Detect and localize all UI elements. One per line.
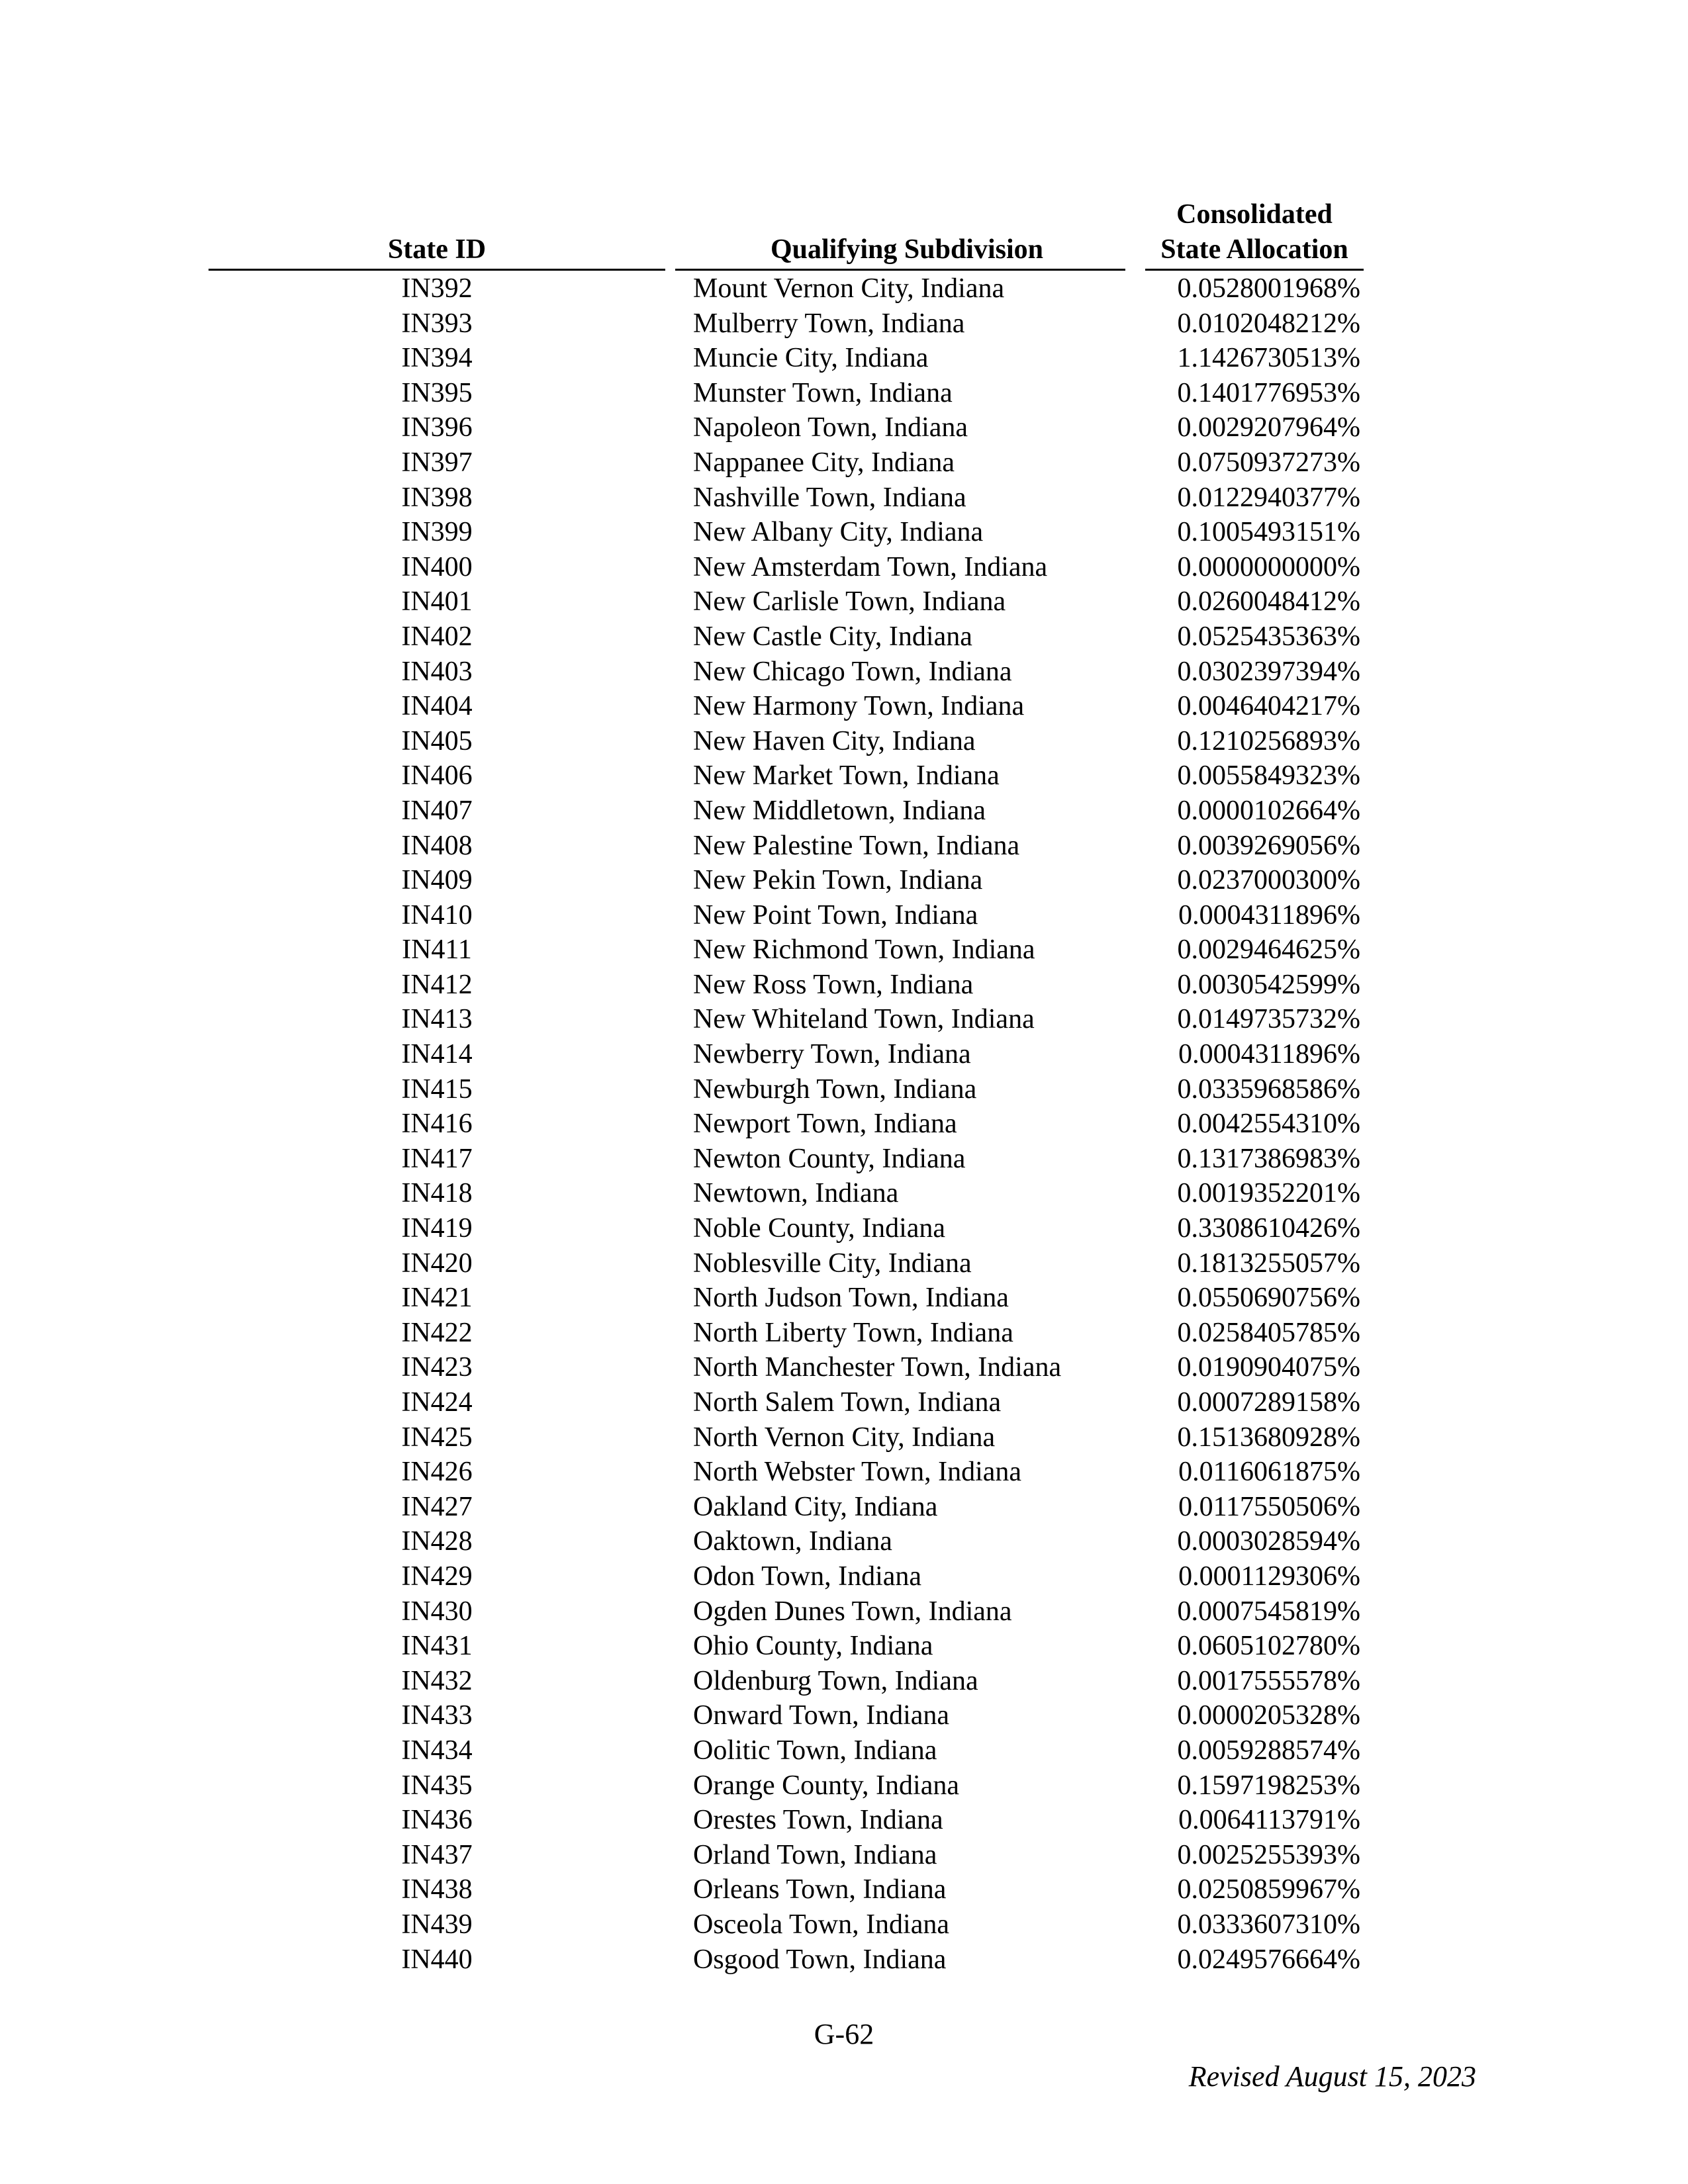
allocation-cell: 0.0001129306% <box>1178 1561 1360 1592</box>
allocation-cell: 0.0042554310% <box>1177 1109 1360 1140</box>
allocation-cell: 0.0003028594% <box>1177 1526 1360 1557</box>
allocation-cell: 0.0102048212% <box>1177 308 1360 339</box>
allocation-cell: 0.1813255057% <box>1177 1248 1360 1279</box>
state-id-cell: IN434 <box>401 1735 473 1766</box>
table-row <box>0 1490 1688 1525</box>
allocation-cell: 0.0302397394% <box>1177 656 1360 687</box>
allocation-cell: 0.0059288574% <box>1177 1735 1360 1766</box>
subdivision-cell: North Liberty Town, Indiana <box>693 1317 1013 1348</box>
subdivision-cell: New Point Town, Indiana <box>693 899 978 931</box>
allocation-cell: 0.0007289158% <box>1177 1387 1360 1418</box>
subdivision-cell: Newtown, Indiana <box>693 1178 899 1209</box>
allocation-cell: 0.0007545819% <box>1177 1596 1360 1627</box>
table-row <box>0 445 1688 480</box>
allocation-cell: 0.0017555578% <box>1177 1665 1360 1696</box>
table-row <box>0 1838 1688 1873</box>
allocation-cell: 0.0000205328% <box>1177 1700 1360 1731</box>
allocation-cell: 0.0019352201% <box>1177 1178 1360 1209</box>
table-row <box>0 480 1688 516</box>
table-row <box>0 933 1688 968</box>
state-id-cell: IN417 <box>401 1143 473 1174</box>
table-row <box>0 306 1688 341</box>
allocation-cell: 0.0750937273% <box>1177 447 1360 478</box>
state-id-cell: IN403 <box>401 656 473 687</box>
subdivision-cell: Ohio County, Indiana <box>693 1631 933 1662</box>
table-row <box>0 1698 1688 1733</box>
table-row <box>0 1629 1688 1664</box>
state-id-cell: IN435 <box>401 1770 473 1801</box>
subdivision-cell: New Market Town, Indiana <box>693 760 1000 792</box>
subdivision-cell: New Middletown, Indiana <box>693 795 986 826</box>
allocation-cell: 0.0149735732% <box>1177 1004 1360 1035</box>
state-id-cell: IN419 <box>401 1213 473 1244</box>
state-id-cell: IN413 <box>401 1004 473 1035</box>
state-id-cell: IN428 <box>401 1526 473 1557</box>
allocation-cell: 0.0000102664% <box>1177 795 1360 826</box>
state-id-cell: IN411 <box>402 934 472 966</box>
table-row <box>0 1872 1688 1907</box>
table-row <box>0 1246 1688 1281</box>
allocation-cell: 0.0039269056% <box>1177 830 1360 861</box>
subdivision-cell: Newberry Town, Indiana <box>693 1039 971 1070</box>
table-row <box>0 968 1688 1003</box>
state-id-cell: IN432 <box>401 1665 473 1696</box>
subdivision-cell: New Ross Town, Indiana <box>693 969 974 1000</box>
state-id-cell: IN394 <box>401 343 473 374</box>
allocation-cell: 0.1005493151% <box>1177 517 1360 548</box>
page-number: G-62 <box>814 2018 874 2050</box>
table-row <box>0 1942 1688 1978</box>
allocation-cell: 0.1513680928% <box>1177 1422 1360 1453</box>
revised-date: Revised August 15, 2023 <box>1188 2060 1476 2093</box>
state-id-cell: IN410 <box>401 899 473 931</box>
table-row <box>0 1559 1688 1594</box>
allocation-cell: 0.1210256893% <box>1177 725 1360 756</box>
table-row <box>0 1072 1688 1107</box>
table-row <box>0 1002 1688 1037</box>
table-row <box>0 1142 1688 1177</box>
table-row <box>0 341 1688 376</box>
state-id-cell: IN430 <box>401 1596 473 1627</box>
table-row <box>0 1316 1688 1351</box>
state-id-cell: IN423 <box>401 1352 473 1383</box>
allocation-cell: 0.0055849323% <box>1177 760 1360 792</box>
subdivision-cell: Orestes Town, Indiana <box>693 1805 943 1836</box>
table-row <box>0 1768 1688 1803</box>
subdivision-cell: New Castle City, Indiana <box>693 621 972 652</box>
state-id-cell: IN412 <box>401 969 473 1000</box>
subdivision-cell: New Pekin Town, Indiana <box>693 865 983 896</box>
subdivision-cell: New Albany City, Indiana <box>693 517 984 548</box>
allocation-cell: 0.0004311896% <box>1178 899 1360 931</box>
subdivision-cell: Nashville Town, Indiana <box>693 482 966 513</box>
subdivision-cell: Oaktown, Indiana <box>693 1526 892 1557</box>
table-row <box>0 758 1688 794</box>
subdivision-cell: North Judson Town, Indiana <box>693 1283 1009 1314</box>
subdivision-cell: Mulberry Town, Indiana <box>693 308 965 339</box>
state-id-cell: IN393 <box>401 308 473 339</box>
allocation-cell: 0.1401776953% <box>1177 377 1360 408</box>
state-id-cell: IN397 <box>401 447 473 478</box>
header-rule-subdivision <box>675 269 1125 271</box>
subdivision-cell: Osceola Town, Indiana <box>693 1909 950 1940</box>
state-id-cell: IN427 <box>401 1491 473 1522</box>
allocation-cell: 0.0116061875% <box>1178 1457 1360 1488</box>
header-rule-allocation <box>1145 269 1364 271</box>
allocation-cell: 0.0122940377% <box>1177 482 1360 513</box>
allocation-table <box>0 271 1688 1977</box>
state-id-cell: IN436 <box>401 1805 473 1836</box>
table-row <box>0 271 1688 306</box>
subdivision-cell: New Amsterdam Town, Indiana <box>693 551 1048 582</box>
table-row <box>0 863 1688 898</box>
header-allocation-line1: Consolidated <box>1176 199 1333 230</box>
subdivision-cell: New Carlisle Town, Indiana <box>693 586 1006 617</box>
state-id-cell: IN395 <box>401 377 473 408</box>
state-id-cell: IN426 <box>401 1457 473 1488</box>
allocation-cell: 0.1597198253% <box>1177 1770 1360 1801</box>
table-row <box>0 1176 1688 1211</box>
allocation-cell: 0.0258405785% <box>1177 1317 1360 1348</box>
subdivision-cell: North Webster Town, Indiana <box>693 1457 1022 1488</box>
allocation-cell: 0.0260048412% <box>1177 586 1360 617</box>
table-row <box>0 1907 1688 1942</box>
state-id-cell: IN405 <box>401 725 473 756</box>
allocation-cell: 0.0000000000% <box>1177 551 1360 582</box>
subdivision-cell: Orleans Town, Indiana <box>693 1874 947 1905</box>
table-row <box>0 1385 1688 1420</box>
state-id-cell: IN407 <box>401 795 473 826</box>
state-id-cell: IN414 <box>401 1039 473 1070</box>
subdivision-cell: Munster Town, Indiana <box>693 377 953 408</box>
allocation-cell: 0.0025255393% <box>1177 1839 1360 1870</box>
subdivision-cell: New Whiteland Town, Indiana <box>693 1004 1035 1035</box>
subdivision-cell: North Salem Town, Indiana <box>693 1387 1002 1418</box>
table-row <box>0 1211 1688 1246</box>
state-id-cell: IN439 <box>401 1909 473 1940</box>
table-row <box>0 410 1688 445</box>
table-row <box>0 1524 1688 1559</box>
state-id-cell: IN440 <box>401 1944 473 1975</box>
allocation-cell: 0.0064113791% <box>1178 1805 1360 1836</box>
state-id-cell: IN406 <box>401 760 473 792</box>
allocation-cell: 0.0249576664% <box>1177 1944 1360 1975</box>
subdivision-cell: Orange County, Indiana <box>693 1770 959 1801</box>
state-id-cell: IN421 <box>401 1283 473 1314</box>
table-row <box>0 1420 1688 1455</box>
subdivision-cell: Oolitic Town, Indiana <box>693 1735 937 1766</box>
subdivision-cell: New Haven City, Indiana <box>693 725 976 756</box>
subdivision-cell: Oldenburg Town, Indiana <box>693 1665 978 1696</box>
state-id-cell: IN415 <box>401 1073 473 1105</box>
state-id-cell: IN424 <box>401 1387 473 1418</box>
allocation-cell: 0.3308610426% <box>1177 1213 1360 1244</box>
subdivision-cell: Muncie City, Indiana <box>693 343 929 374</box>
state-id-cell: IN402 <box>401 621 473 652</box>
subdivision-cell: Noble County, Indiana <box>693 1213 946 1244</box>
subdivision-cell: Noblesville City, Indiana <box>693 1248 972 1279</box>
subdivision-cell: Newburgh Town, Indiana <box>693 1073 977 1105</box>
state-id-cell: IN408 <box>401 830 473 861</box>
allocation-cell: 0.0117550506% <box>1178 1491 1360 1522</box>
allocation-cell: 0.0250859967% <box>1177 1874 1360 1905</box>
table-row <box>0 1594 1688 1629</box>
state-id-cell: IN425 <box>401 1422 473 1453</box>
state-id-cell: IN429 <box>401 1561 473 1592</box>
table-row <box>0 584 1688 619</box>
subdivision-cell: North Manchester Town, Indiana <box>693 1352 1062 1383</box>
header-rule-state-id <box>209 269 665 271</box>
subdivision-cell: Orland Town, Indiana <box>693 1839 937 1870</box>
table-row <box>0 515 1688 550</box>
state-id-cell: IN431 <box>401 1631 473 1662</box>
allocation-cell: 0.0030542599% <box>1177 969 1360 1000</box>
allocation-cell: 0.0046404217% <box>1177 691 1360 722</box>
subdivision-cell: New Chicago Town, Indiana <box>693 656 1012 687</box>
allocation-cell: 0.0333607310% <box>1177 1909 1360 1940</box>
subdivision-cell: Nappanee City, Indiana <box>693 447 955 478</box>
state-id-cell: IN401 <box>401 586 473 617</box>
header-allocation-line2: State Allocation <box>1160 234 1348 265</box>
subdivision-cell: Oakland City, Indiana <box>693 1491 938 1522</box>
table-row <box>0 898 1688 933</box>
table-row <box>0 1455 1688 1490</box>
table-row <box>0 1350 1688 1385</box>
state-id-cell: IN438 <box>401 1874 473 1905</box>
state-id-cell: IN400 <box>401 551 473 582</box>
table-row <box>0 724 1688 759</box>
subdivision-cell: Odon Town, Indiana <box>693 1561 922 1592</box>
table-row <box>0 829 1688 864</box>
state-id-cell: IN409 <box>401 865 473 896</box>
state-id-cell: IN416 <box>401 1109 473 1140</box>
table-row <box>0 550 1688 585</box>
table-row <box>0 655 1688 690</box>
subdivision-cell: Napoleon Town, Indiana <box>693 412 968 443</box>
allocation-cell: 0.0029207964% <box>1177 412 1360 443</box>
table-row <box>0 794 1688 829</box>
allocation-cell: 0.0335968586% <box>1177 1073 1360 1105</box>
subdivision-cell: New Richmond Town, Indiana <box>693 934 1035 966</box>
table-row <box>0 689 1688 724</box>
subdivision-cell: Ogden Dunes Town, Indiana <box>693 1596 1012 1627</box>
state-id-cell: IN422 <box>401 1317 473 1348</box>
subdivision-cell: Osgood Town, Indiana <box>693 1944 947 1975</box>
table-row <box>0 1733 1688 1768</box>
table-row <box>0 619 1688 655</box>
subdivision-cell: New Palestine Town, Indiana <box>693 830 1020 861</box>
allocation-cell: 0.0029464625% <box>1177 934 1360 966</box>
table-row <box>0 1803 1688 1838</box>
table-row <box>0 1107 1688 1142</box>
subdivision-cell: Newton County, Indiana <box>693 1143 966 1174</box>
state-id-cell: IN437 <box>401 1839 473 1870</box>
subdivision-cell: New Harmony Town, Indiana <box>693 691 1025 722</box>
allocation-cell: 0.0528001968% <box>1177 273 1360 304</box>
subdivision-cell: North Vernon City, Indiana <box>693 1422 996 1453</box>
state-id-cell: IN420 <box>401 1248 473 1279</box>
table-row <box>0 1037 1688 1072</box>
table-row <box>0 376 1688 411</box>
table-row <box>0 1281 1688 1316</box>
state-id-cell: IN399 <box>401 517 473 548</box>
state-id-cell: IN396 <box>401 412 473 443</box>
allocation-cell: 1.1426730513% <box>1177 343 1360 374</box>
state-id-cell: IN418 <box>401 1178 473 1209</box>
allocation-cell: 0.0525435363% <box>1177 621 1360 652</box>
state-id-cell: IN404 <box>401 691 473 722</box>
allocation-cell: 0.0004311896% <box>1178 1039 1360 1070</box>
state-id-cell: IN392 <box>401 273 473 304</box>
subdivision-cell: Newport Town, Indiana <box>693 1109 957 1140</box>
subdivision-cell: Mount Vernon City, Indiana <box>693 273 1005 304</box>
header-qualifying-subdivision: Qualifying Subdivision <box>770 234 1044 265</box>
allocation-cell: 0.1317386983% <box>1177 1143 1360 1174</box>
allocation-cell: 0.0190904075% <box>1177 1352 1360 1383</box>
header-state-id: State ID <box>387 234 487 265</box>
table-row <box>0 1664 1688 1699</box>
allocation-cell: 0.0605102780% <box>1177 1631 1360 1662</box>
state-id-cell: IN398 <box>401 482 473 513</box>
state-id-cell: IN433 <box>401 1700 473 1731</box>
subdivision-cell: Onward Town, Indiana <box>693 1700 950 1731</box>
allocation-cell: 0.0550690756% <box>1177 1283 1360 1314</box>
allocation-cell: 0.0237000300% <box>1177 865 1360 896</box>
